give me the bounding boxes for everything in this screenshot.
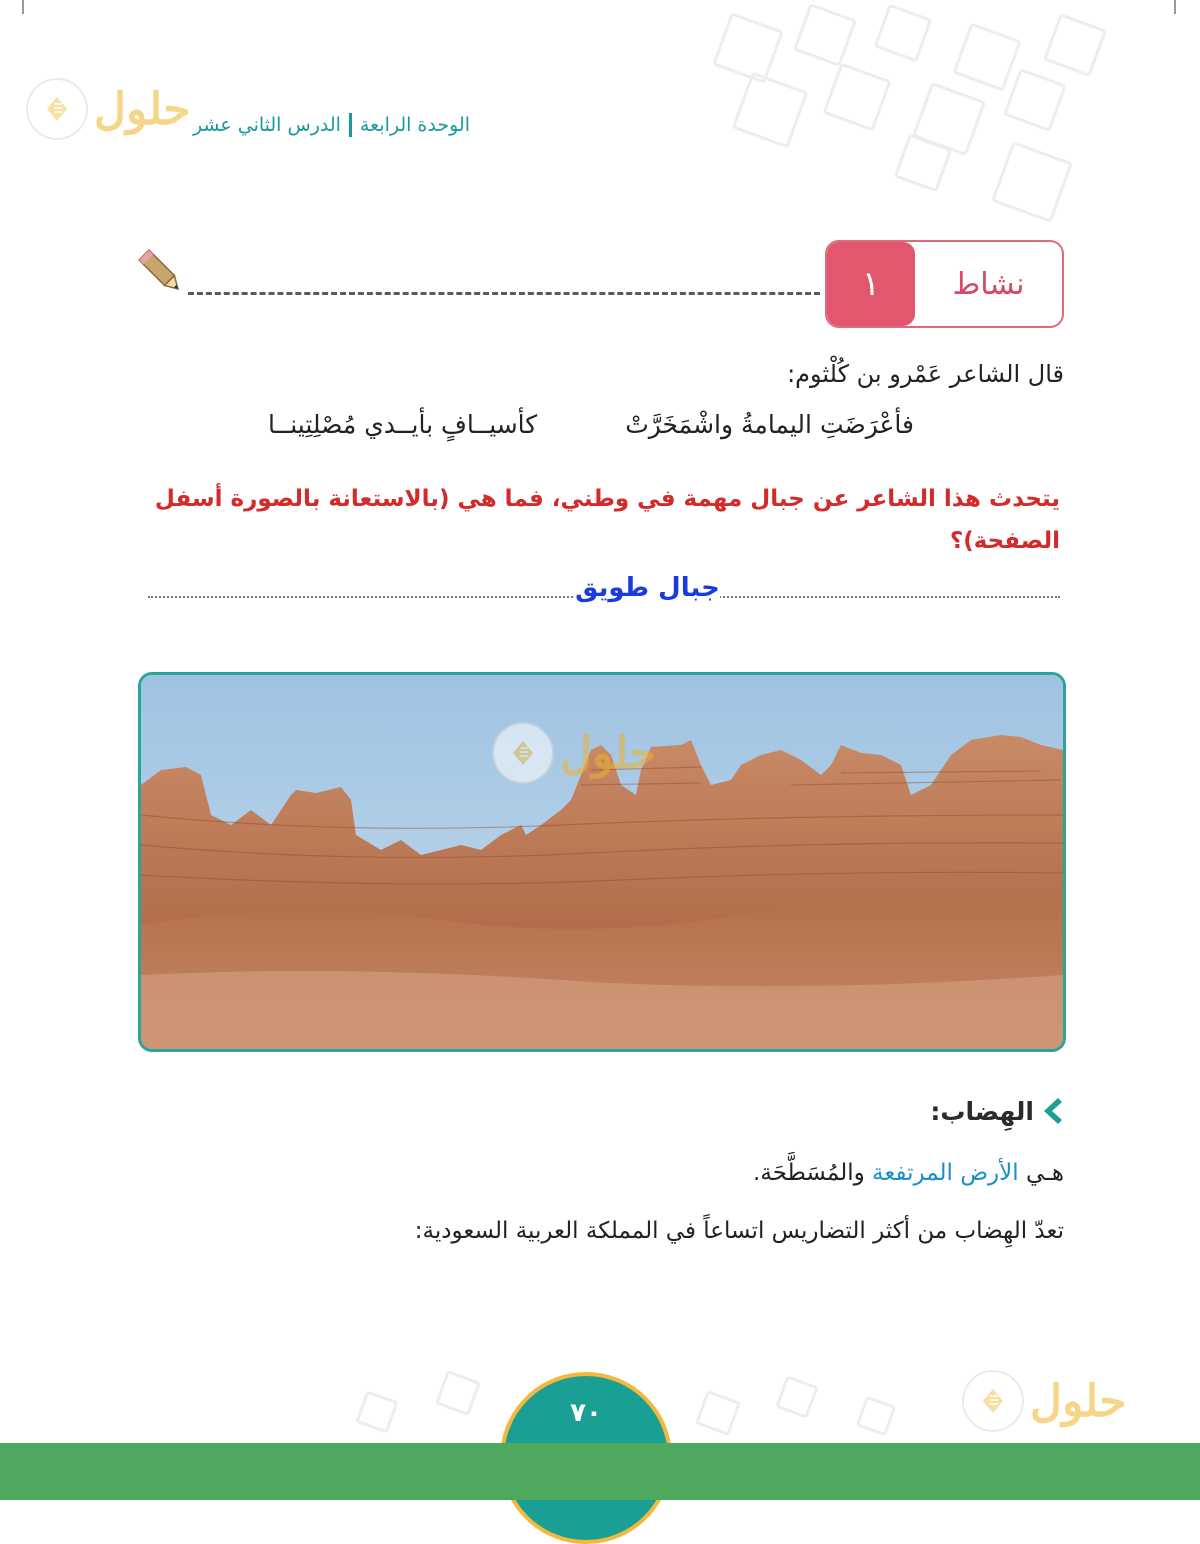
definition-suffix: والمُسَطَّحَة. <box>753 1160 873 1186</box>
verse-second-hemistich: كأسيــافٍ بأيــدي مُصْلِتِينــا <box>268 410 538 439</box>
answer-text: جبال طويق <box>575 573 720 603</box>
definition-highlight: الأرض المرتفعة <box>872 1160 1019 1186</box>
plateau-definition <box>753 1160 1064 1186</box>
book-icon <box>492 722 554 784</box>
watermark-text: حلول <box>1030 1375 1127 1427</box>
book-icon <box>26 78 88 140</box>
footer-band <box>0 1443 1200 1500</box>
lesson-label: الدرس الثاني عشر <box>192 114 341 136</box>
verse-first-hemistich: فأعْرَضَتِ اليمامةُ واشْمَخَرَّتْ <box>625 410 914 439</box>
watermark-text: حلول <box>94 83 191 135</box>
poet-intro: قال الشاعر عَمْرو بن كُلْثوم: <box>787 360 1064 388</box>
book-icon <box>962 1370 1024 1432</box>
section-title <box>930 1096 1064 1126</box>
pencil-icon <box>136 244 186 300</box>
section-title-text: الهِضاب: <box>930 1096 1034 1126</box>
header-separator <box>349 113 352 137</box>
unit-label: الوحدة الرابعة <box>359 114 470 136</box>
activity-label: نشاط <box>952 266 1025 302</box>
definition-prefix: هـي <box>1018 1160 1064 1186</box>
chevron-left-icon <box>1040 1096 1064 1126</box>
watermark-logo-bottom <box>962 1370 1126 1432</box>
watermark-logo-photo <box>492 722 656 784</box>
activity-number: ١ <box>827 242 915 326</box>
crop-mark-left <box>22 0 24 14</box>
activity-question: يتحدث هذا الشاعر عن جبال مهمة في وطني، فما هي (بالاستعانة بالصورة أسفل الصفحة)؟ <box>154 486 1060 554</box>
crop-mark-right <box>1174 0 1176 14</box>
activity-badge <box>825 240 1064 328</box>
page-number: ٧٠ <box>570 1398 602 1428</box>
activity-divider <box>188 292 820 295</box>
watermark-text: حلول <box>560 727 657 779</box>
header-breadcrumb <box>140 108 470 142</box>
plateau-body-text: تعدّ الهِضاب من أكثر التضاريس اتساعاً في المملكة العربية السعودية: <box>414 1218 1064 1244</box>
